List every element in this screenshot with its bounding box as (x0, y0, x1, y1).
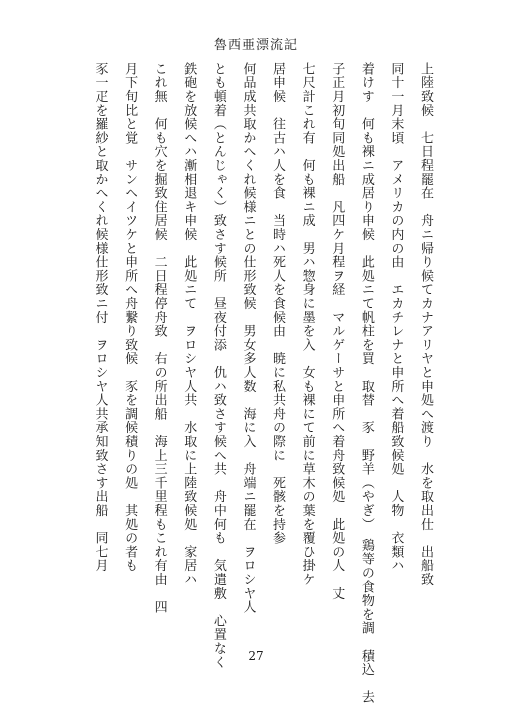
text-column: 鉄砲を放候へハ漸相退キ申候 此処ニて ヲロシヤ人共 水取に上陸致候処 家居ハ (181, 62, 197, 587)
text-column: とも頓着（とんじゃく）致さす候所 昼夜付添 仇ハ致さす候へ共 舟中何も 気遣敷 心置なく (210, 62, 226, 670)
page-number: 27 (248, 649, 264, 663)
text-column: 居申候 往古ハ人を食 当時ハ死人を食候由 暁に私共舟の際に 死骸を持参 (270, 62, 286, 545)
text-column: 月下旬比と覚 サンヘイツケと申所へ舟繋り致候 豕を調候積りの処 其処の者も (122, 62, 138, 573)
text-column: 着けす 何も裸ニ成居り申候 此処ニて帆柱を買 取替 豕 野羊（やぎ） 鶏等の食物を調 積込 去 (358, 62, 374, 705)
text-column: 子正月初旬同処出船 凡四ケ月程ヲ経 マルゲーサと申所へ着舟致候処 此処の人 丈 (329, 62, 345, 601)
text-column: これ無 何も穴を掘致住居候 二日程停舟致 右の所出船 海上三千里程もこれ有由 四 (151, 62, 167, 614)
text-column: 豕一疋を羅紗と取かへくれ候様仕形致ニ付 ヲロシヤ人共承知致さす出船 同七月 (92, 62, 108, 573)
text-column: 七尺計これ有 何も裸ニ成 男ハ惣身に墨を入 女も裸にて前に草木の葉を覆ひ掛ケ (299, 62, 315, 587)
running-title: 魯西亜漂流記 (213, 38, 298, 53)
text-column: 同十一月末頃 アメリカの内の由 エカチレナと申所へ着船致候処 人物 衣類ハ (388, 62, 404, 573)
text-column: 上陸致候 七日程罷在 舟ニ帰り候てカナアリヤと申処へ渡り 水を取出仕 出船致 (418, 62, 433, 587)
text-column: 何品成共取かへくれ候様ニとの仕形致候 男女多人数 海に入 舟端ニ罷在 ヲロシヤ人 (240, 62, 256, 614)
